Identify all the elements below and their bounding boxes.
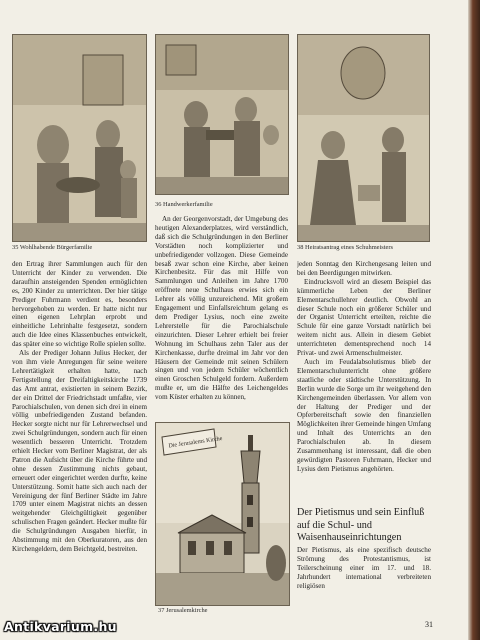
paragraph: jeden Sonntag den Kirchengesang leiten und bei den Beerdigungen mitwirken. bbox=[297, 260, 431, 277]
paragraph: Eindrucksvoll wird an diesem Beispiel das kümmerliche Leben der Berliner Elementarschullehrer deutlich. Obwohl an dieser Schule noch ein größerer Schüler und der Organist Unterricht erteilten, reichte die Schule für eine ganze Vorstadt natürlich bei weitem nicht aus. Allein in diesem Gebiet unterrichteten dementsprechend noch 14 Privat- und zwei Armenschulmeister. bbox=[297, 277, 431, 358]
caption-38: 38 Heiratsantrag eines Schuhmeisters bbox=[297, 244, 394, 251]
church-sign-text: Die Jerusalems Kirche bbox=[168, 435, 223, 450]
text-column-3 bbox=[297, 260, 431, 485]
engraving-wealthy-family bbox=[12, 34, 147, 242]
engraving-36-art bbox=[156, 35, 288, 194]
caption-36: 36 Handwerkerfamilie bbox=[155, 201, 213, 208]
text-column-1 bbox=[12, 260, 147, 612]
text-column-2 bbox=[155, 215, 288, 415]
caption-35: 35 Wohlhabende Bürgerfamilie bbox=[12, 244, 93, 251]
paragraph: den Ertrag ihrer Sammlungen auch für den Unterricht der Kinder zu verwenden. Die daraufhin ansteigenden Spenden ermöglichten es, 200 Kinder zu unterrichten. Der hier tätige Prediger Fuhrmann verdient es, besonders hervorgehoben zu werden. Er hatte nicht nur einen eigenen Lehrplan erprobt und einheitliche Lehrinhalte festgesetzt, sondern auch die Idee eines Klassenbuches entwickelt, das später eine so wichtige Rolle spielen sollte. bbox=[12, 260, 147, 349]
engraving-35-art bbox=[13, 35, 146, 241]
engraving-marriage-proposal bbox=[297, 34, 430, 242]
engraving-38-art bbox=[298, 35, 429, 241]
engraving-craftsman-family bbox=[155, 34, 289, 195]
paragraph: Der Pietismus, als eine spezifisch deutsche Strömung des Protestantismus, ist Teilerscheinung einer im 17. und 18. Jahrhundert international verbreiteten religiösen bbox=[297, 546, 431, 590]
engraving-jerusalem-church bbox=[155, 422, 290, 606]
text-column-3-continued bbox=[297, 546, 431, 594]
book-spine bbox=[468, 0, 480, 640]
paragraph: Auch im Feudalabsolutismus blieb der Elementarschulunterricht ohne größere staatliche oder städtische Unterstützung. In Berlin wurde die Sorge um ihr weitgehend den Kirchengemeinden überlassen. Vor allem von der Haltung der Prediger und der Opferbereitschaft sowie den finanziellen Möglichkeiten ihrer Gemeinde hingen Umfang und Inhalt des Unterrichts an den Parochialschulen ab. In diesem Zusammenhang ist interessant, daß die oben gewürdigten Pastoren Fuhrmann, Hecker und Lysius dem Pietismus angehörten. bbox=[297, 357, 431, 473]
page-number: 31 bbox=[425, 620, 433, 629]
engraving-37-art bbox=[156, 423, 289, 605]
watermark: Antikvarium.hu bbox=[4, 619, 117, 634]
section-heading: Der Pietismus und sein Einfluß auf die Schul- und Waisenhauseinrichtungen bbox=[297, 507, 425, 544]
paragraph: An der Georgenvorstadt, der Umgebung des heutigen Alexanderplatzes, wird verständlich, daß sich die Schulgründungen in den Berliner Vorstädten noch komplizierter und unbefriedigender vollzogen. Diese Gemeinde besaß zwar schon eine Kirche, aber keinen Kirchenbesitz. Für das mit Hilfe von Sammlungen und Anleihen im Jahre 1700 eröffnete neue Schulhaus erwies sich ein Lehrer als völlig unzureichend. Mit großem Engagement und Einfallsreichtum gelang es dem Prediger Lysius, noch eine zweite Lehrerstelle für die Parochialschule einzurichten. Dieser Lehrer erhielt bei freier Wohnung im Schulhaus zehn Taler aus der Kirchenkasse, durfte dreimal im Jahr vor den Häusern der Gemeinde mit seinen Schülern singen und von jedem Schüler wöchentlich einen Groschen Schulgeld fordern. Außerdem mußte er, um die Hälfte des Leichengeldes vom Küster erhalten zu können, bbox=[155, 215, 288, 402]
caption-37: 37 Jerusalemkirche bbox=[158, 607, 208, 614]
paragraph: Als der Prediger Johann Julius Hecker, der von ihm viele Anregungen für seine weitere Lehrertätigkeit erhalten hatte, nach Fertigstellung der Dreifaltigkeitskirche 1739 das Amt antrat, existierten in seinem Bezirk, der ein Drittel der Friedrichstadt umfaßte, vier Parochialschulen, von denen sich drei in einem völlig unbefriedigenden Zustand befanden. Hecker sorgte nicht nur für Lehrerwechsel und zwei Schulgründungen, sondern auch für einen wesentlich besseren Unterricht. Trotzdem erhielt Hecker vom Berliner Magistrat, der als Patron die Aufsicht über die Kirche führte und ohne dessen Zustimmung nichts gebaut, erneuert oder eingerichtet werden durfte, keine Unterstützung. Somit hatte sich auch nach der Vereinigung der fünf Berliner Städte im Jahre 1709 unter einem Magistrat nichts an dessen weitgehender Gleichgültigkeit gegenüber schulischen Fragen geändert. Hecker mußte für die Schulgründungen Ausgaben hierfür, in Abstimmung mit den Oberkuratoren, aus den Kirchengeldern, dem Beichtgeld, bestreiten. bbox=[12, 349, 147, 553]
